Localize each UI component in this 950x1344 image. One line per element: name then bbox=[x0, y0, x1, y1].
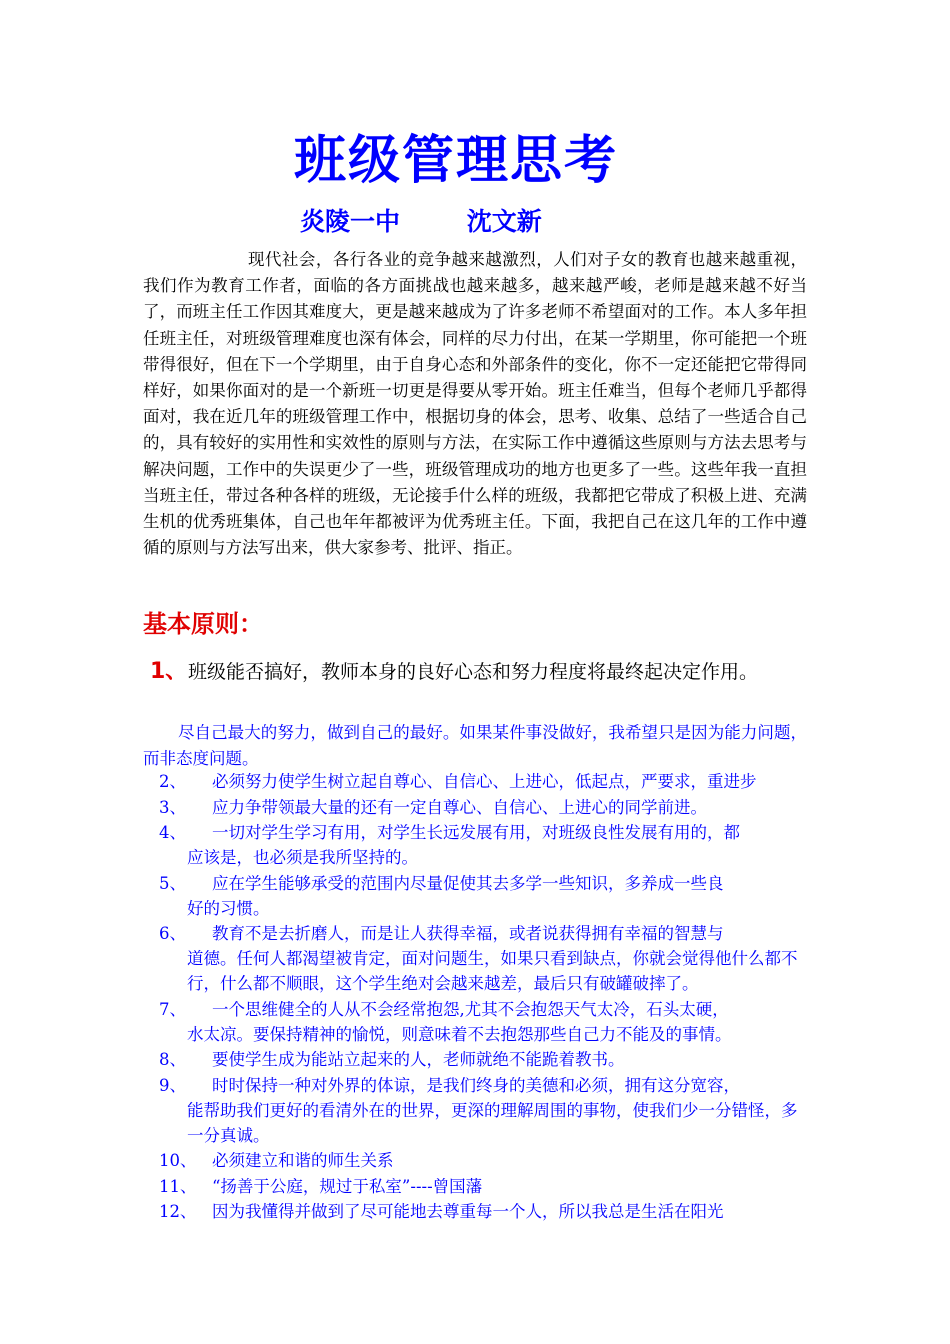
list-text: 时时保持一种对外界的体谅，是我们终身的美德和必须，拥有这分宽容， bbox=[212, 1075, 740, 1095]
author-school: 炎陵一中 bbox=[300, 207, 401, 236]
list-text-cont: 水太凉。要保持精神的愉悦，则意味着不去抱怨那些自己力不能及的事情。 bbox=[187, 1024, 732, 1044]
list-number: 7、 bbox=[159, 999, 186, 1019]
list-number: 10、 bbox=[159, 1151, 197, 1170]
list-number: 8、 bbox=[159, 1050, 186, 1069]
author-name: 沈文新 bbox=[466, 207, 542, 236]
principle-number: 1、 bbox=[150, 659, 188, 684]
list-item bbox=[143, 1047, 813, 1072]
principle-note: 尽自己最大的努力，做到自己的最好。如果某件事没做好，我希望只是因为能力问题，而非态度问题。 bbox=[143, 723, 807, 768]
list-text: 必须建立和谐的师生关系 bbox=[212, 1151, 394, 1170]
list-text: 应在学生能够承受的范围内尽量促使其去多学一些知识，多养成一些良 bbox=[212, 873, 724, 893]
list-item bbox=[143, 820, 813, 870]
list-item bbox=[143, 795, 813, 820]
section-title: 基本原则： bbox=[143, 610, 263, 638]
list-number: 12、 bbox=[159, 1202, 197, 1221]
document-title: 班级管理思考 bbox=[293, 131, 618, 191]
principle-text: 班级能否搞好，教师本身的良好心态和努力程度将最终起决定作用。 bbox=[188, 661, 759, 683]
list-item bbox=[143, 871, 813, 921]
intro-paragraph: 现代社会，各行各业的竞争越来越激烈，人们对子女的教育也越来越重视，我们作为教育工作者，面临的各方面挑战也越来越多，越来越严峻，老师是越来越不好当了，而班主任工作因其难度大，更是越来越成为了许多老师不希望面对的工作。本人多年担任班主任，对班级管理难度也深有体会，同样的尽力付出，在某一学期里，你可能把一个班带得很好，但在下一个学期里，由于自身心态和外部条件的变化，你不一定还能把它带得同样好，如果你面对的是一个新班一切更是得要从零开始。班主任难当，但每个老师几乎都得面对，我在近几年的班级管理工作中，根据切身的体会，思考、收集、总结了一些适合自己的，具有较好的实用性和实效性的原则与方法，在实际工作中遵循这些原则与方法去思考与解决问题，工作中的失误更少了一些，班级管理成功的地方也更多了一些。这些年我一直担当班主任，带过各种各样的班级，无论接手什么样的班级，我都把它带成了积极上进、充满生机的优秀班集体，自己也年年都被评为优秀班主任。下面，我把自己在这几年的工作中遵循的原则与方法写出来，供大家参考、批评、指正。 bbox=[143, 250, 807, 558]
list-text: 一切对学生学习有用，对学生长远发展有用，对班级良性发展有用的，都 bbox=[212, 823, 740, 842]
list-number: 3、 bbox=[159, 797, 186, 817]
list-text: 教育不是去折磨人，而是让人获得幸福，或者说获得拥有幸福的智慧与 bbox=[212, 924, 724, 943]
list-text: 因为我懂得并做到了尽可能地去尊重每一个人，所以我总是生活在阳光 bbox=[212, 1202, 724, 1221]
list-text: 必须努力使学生树立起自尊心、自信心、上进心，低起点，严要求，重进步 bbox=[212, 772, 757, 791]
list-number: 5、 bbox=[159, 873, 186, 893]
list-number: 9、 bbox=[159, 1075, 186, 1095]
list-text: 一个思维健全的人从不会经常抱怨,尤其不会抱怨天气太冷，石头太硬， bbox=[212, 999, 729, 1019]
list-text-cont: 能帮助我们更好的看清外在的世界，更深的理解周围的事物，使我们少一分错怪，多一分真诚。 bbox=[187, 1100, 798, 1145]
list-item bbox=[143, 997, 813, 1047]
list-item bbox=[143, 769, 813, 794]
list-item bbox=[143, 1073, 813, 1148]
principle-list bbox=[143, 769, 813, 1225]
list-item bbox=[143, 921, 813, 996]
list-item bbox=[143, 1148, 813, 1173]
author-line bbox=[300, 202, 542, 242]
list-number: 4、 bbox=[159, 823, 186, 842]
list-item bbox=[143, 1199, 813, 1224]
list-text: “扬善于公庭，规过于私室”----曾国藩 bbox=[212, 1176, 483, 1196]
list-number: 11、 bbox=[159, 1176, 197, 1196]
list-text-cont: 道德。任何人都渴望被肯定，面对问题生，如果只看到缺点，你就会觉得他什么都不行，什么都不顺眼，这个学生绝对会越来越差，最后只有破罐破摔了。 bbox=[187, 949, 798, 993]
list-item bbox=[143, 1174, 813, 1199]
list-text-cont: 好的习惯。 bbox=[187, 898, 270, 918]
principle-item-1 bbox=[150, 654, 810, 690]
list-text: 应力争带领最大量的还有一定自尊心、自信心、上进心的同学前进。 bbox=[212, 797, 707, 817]
list-text: 要使学生成为能站立起来的人，老师就绝不能跪着教书。 bbox=[212, 1050, 625, 1069]
list-number: 2、 bbox=[159, 772, 186, 791]
list-text-cont: 应该是，也必须是我所坚持的。 bbox=[187, 848, 418, 867]
list-number: 6、 bbox=[159, 924, 186, 943]
